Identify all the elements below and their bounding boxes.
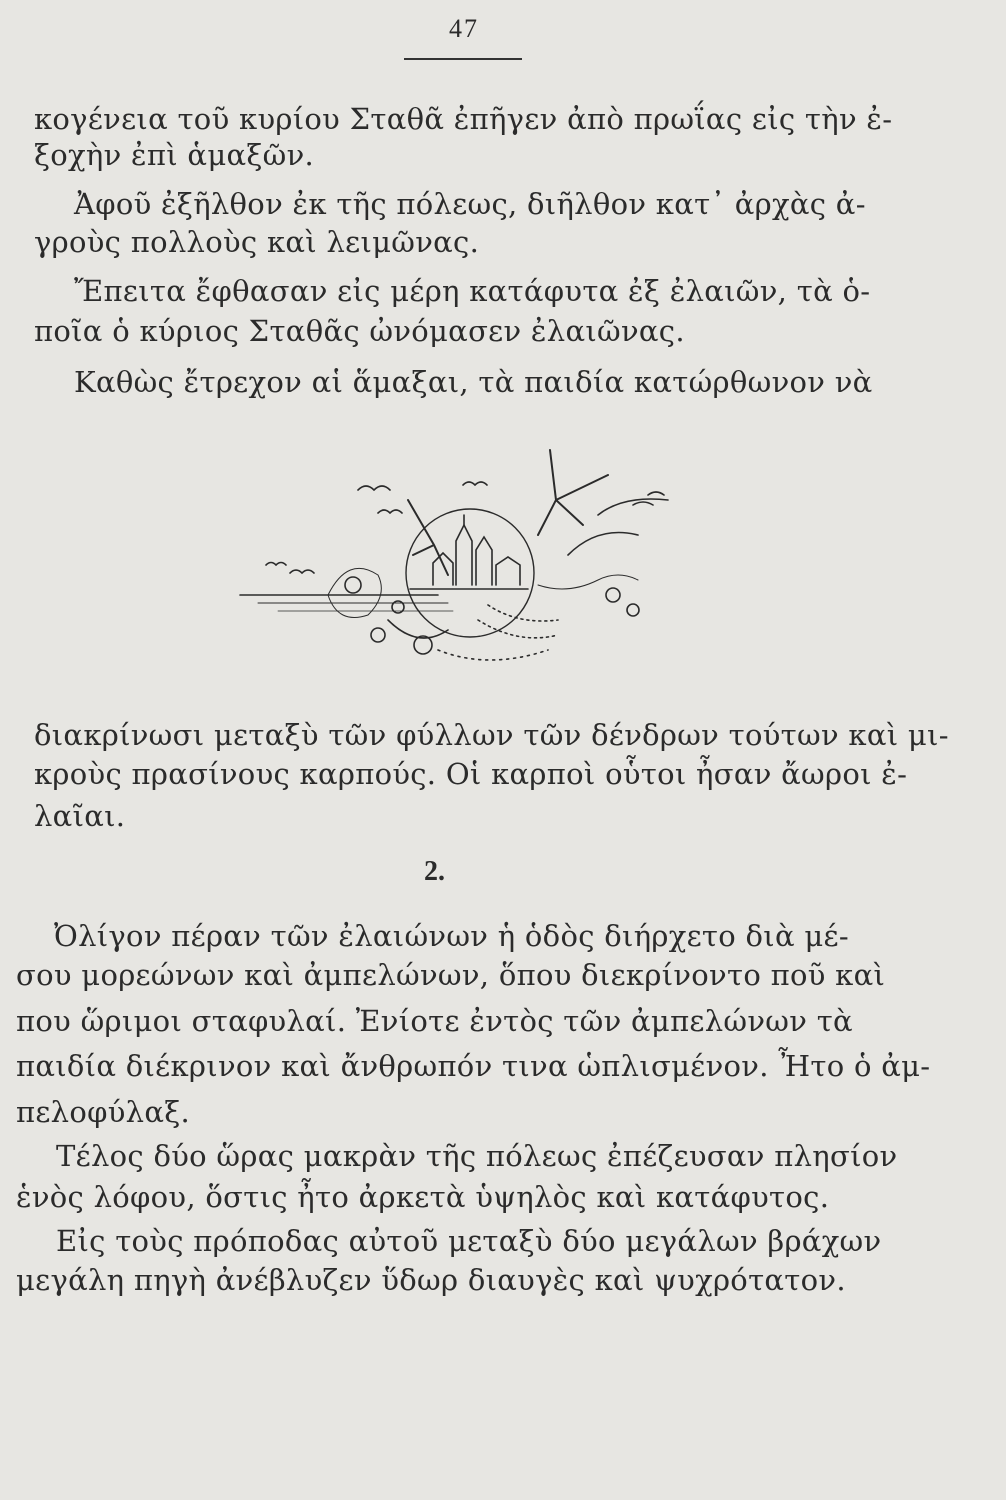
page-number: 47 — [449, 14, 479, 43]
text-line: Ὀλίγον πέραν τῶν ἐλαιώνων ἡ ὁδὸς διήρχετο διὰ μέ- — [54, 919, 849, 953]
text-line: γροὺς πολλοὺς καὶ λειμῶνας. — [34, 225, 480, 259]
swallows-village-vignette — [238, 445, 683, 680]
text-line: σου μορεώνων καὶ ἀμπελώνων, ὅπου διεκρίνοντο ποῦ καὶ — [16, 958, 886, 992]
text-line: παιδία διέκρινον καὶ ἄνθρωπόν τινα ὡπλισμένον. Ἦτο ὁ ἀμ- — [16, 1049, 931, 1083]
section-number: 2. — [424, 856, 445, 887]
text-line: ποῖα ὁ κύριος Σταθᾶς ὠνόμασεν ἐλαιῶνας. — [34, 314, 685, 348]
text-line: Τέλος δύο ὥρας μακρὰν τῆς πόλεως ἐπέζευσαν πλησίον — [56, 1139, 898, 1173]
text-line: μεγάλη πηγὴ ἀνέβλυζεν ὕδωρ διαυγὲς καὶ ψυχρότατον. — [16, 1263, 846, 1297]
text-line: διακρίνωσι μεταξὺ τῶν φύλλων τῶν δένδρων τούτων καὶ μι- — [34, 718, 949, 752]
header-rule — [404, 58, 522, 60]
text-line: Ἔπειτα ἔφθασαν εἰς μέρη κατάφυτα ἐξ ἐλαιῶν, τὰ ὁ- — [74, 274, 871, 308]
text-line: ἑνὸς λόφου, ὅστις ἦτο ἀρκετὰ ὑψηλὸς καὶ κατάφυτος. — [16, 1180, 830, 1214]
text-line: πελοφύλαξ. — [16, 1095, 191, 1129]
text-line: κροὺς πρασίνους καρπούς. Οἱ καρποὶ οὗτοι ἦσαν ἄωροι ἐ- — [34, 757, 908, 791]
text-line: λαῖαι. — [34, 799, 126, 833]
text-line: ξοχὴν ἐπὶ ἁμαξῶν. — [34, 138, 315, 172]
text-line: που ὥριμοι σταφυλαί. Ἐνίοτε ἐντὸς τῶν ἀμπελώνων τὰ — [16, 1004, 853, 1038]
text-line: Εἰς τοὺς πρόποδας αὐτοῦ μεταξὺ δύο μεγάλων βράχων — [56, 1224, 882, 1258]
text-line: κογένεια τοῦ κυρίου Σταθᾶ ἐπῆγεν ἀπὸ πρωΐας εἰς τὴν ἐ- — [34, 102, 893, 136]
text-line: Καθὼς ἔτρεχον αἱ ἅμαξαι, τὰ παιδία κατώρθωνον νὰ — [74, 365, 873, 399]
text-line: Ἀφοῦ ἐξῆλθον ἐκ τῆς πόλεως, διῆλθον κατ᾽ ἀρχὰς ἀ- — [74, 187, 866, 221]
